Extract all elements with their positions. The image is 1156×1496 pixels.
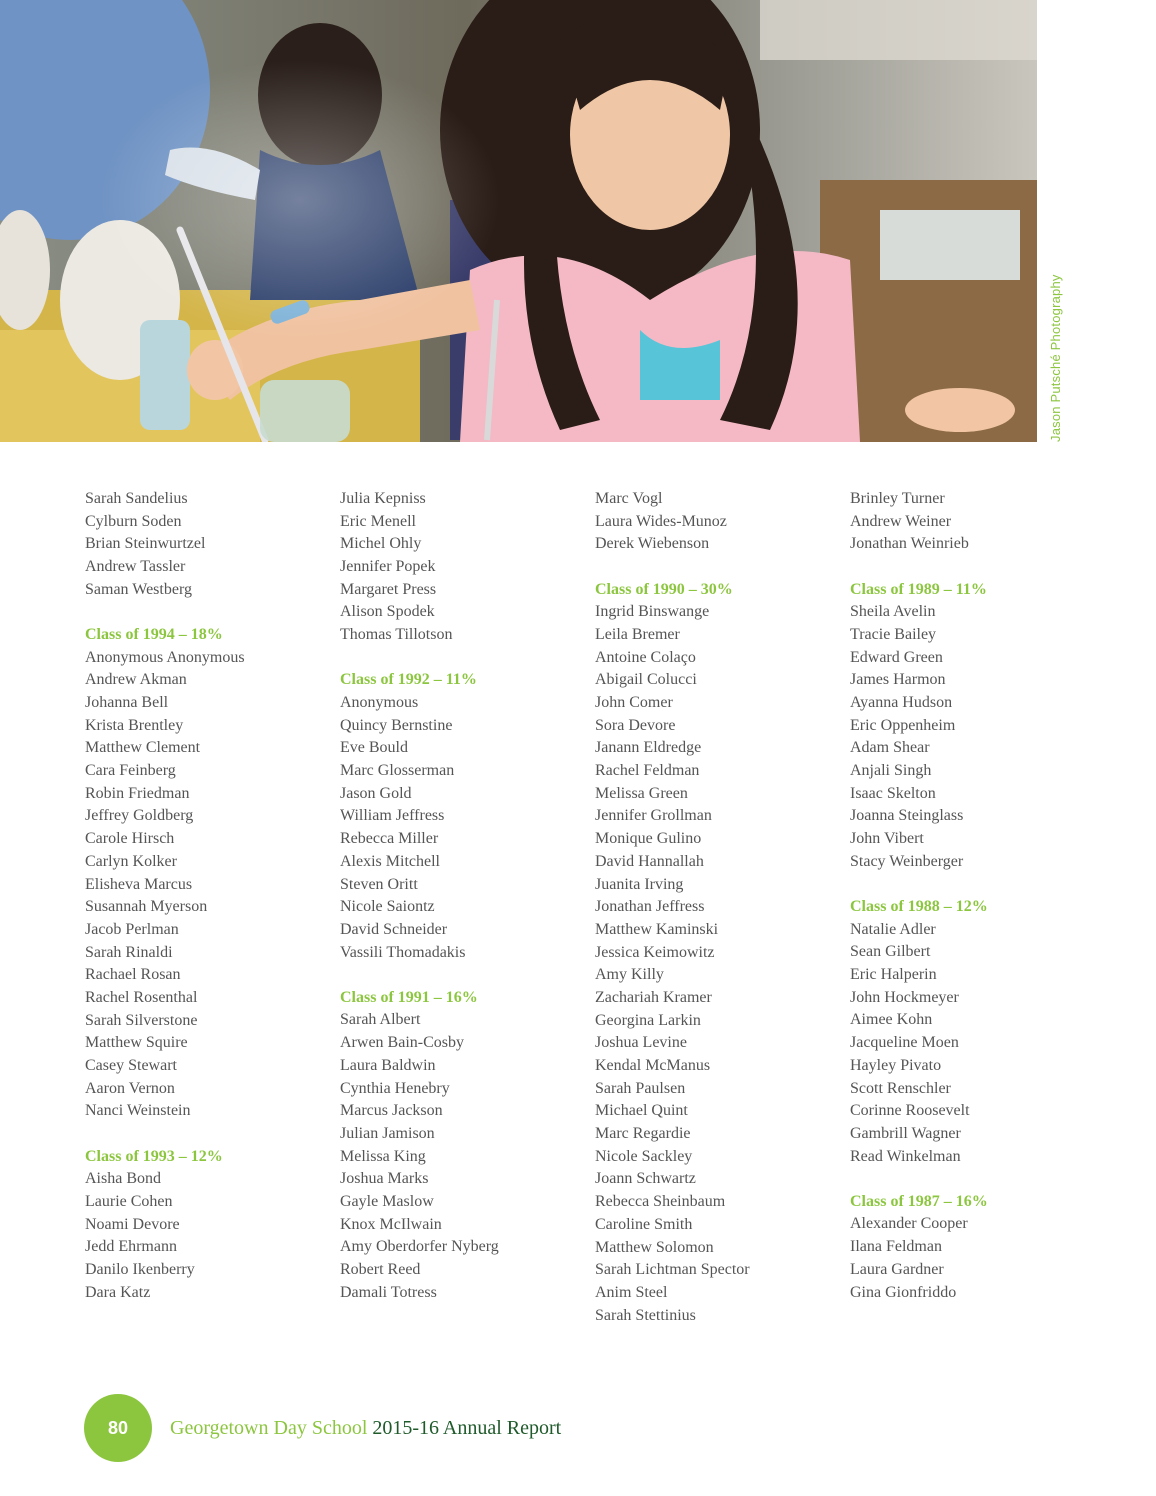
donor-column [850, 488, 1095, 1327]
donor-name: Read Winkelman [850, 1147, 961, 1165]
donor-name: Elisheva Marcus [85, 875, 193, 893]
donor-name: Derek Wiebenson [595, 535, 710, 553]
donor-name: Joshua Marks [340, 1170, 429, 1188]
donor-name: Jedd Ehrmann [85, 1238, 177, 1256]
donor-name: Arwen Bain-Cosby [340, 1034, 464, 1052]
class-group [85, 624, 330, 1123]
donor-name: Krista Brentley [85, 716, 184, 734]
donor-name: Antoine Colaço [595, 648, 696, 666]
donor-name: Danilo Ikenberry [85, 1261, 195, 1278]
donor-name: Sora Devore [595, 716, 676, 734]
donor-name: Rebecca Sheinbaum [595, 1193, 726, 1211]
donor-name: Janann Eldredge [595, 739, 702, 757]
donor-name: Sarah Paulsen [595, 1079, 686, 1097]
class-heading: Class of 1990 – 30% [595, 580, 733, 598]
donor-name: Monique Gulino [595, 830, 702, 848]
donor-name: Ilana Feldman [850, 1238, 942, 1256]
donor-name: Eric Menell [340, 512, 416, 530]
donor-name: Sarah Stettinius [595, 1306, 696, 1324]
donor-name: Brinley Turner [850, 490, 945, 507]
class-group [850, 579, 1095, 874]
donor-name: John Vibert [850, 830, 924, 848]
donor-name: Thomas Tillotson [340, 626, 453, 644]
donor-column [340, 488, 585, 1327]
school-name: Georgetown Day School [170, 1416, 368, 1439]
class-heading: Class of 1991 – 16% [340, 988, 478, 1006]
donor-name: Eric Oppenheim [850, 716, 956, 734]
donor-name: Eve Bould [340, 739, 408, 757]
donor-column [85, 488, 330, 1327]
donor-name: Michel Ohly [340, 535, 422, 553]
donor-name: Sarah Sandelius [85, 490, 188, 507]
photo-child-painting-image [0, 0, 1037, 442]
donor-name: Melissa Green [595, 784, 688, 802]
donor-name: Margaret Press [340, 580, 437, 598]
donor-name: Rachel Feldman [595, 762, 700, 780]
donor-name: Nicole Saiontz [340, 898, 435, 916]
donor-name: Joann Schwartz [595, 1170, 696, 1188]
donor-name: Julian Jamison [340, 1124, 435, 1142]
donor-name: Cara Feinberg [85, 762, 176, 780]
donor-name: Andrew Tassler [85, 558, 186, 576]
donor-name: Cynthia Henebry [340, 1079, 450, 1097]
donor-name: Sarah Lichtman Spector [595, 1261, 750, 1279]
donor-name: Andrew Weiner [850, 512, 952, 530]
donor-name: Jacqueline Moen [850, 1034, 959, 1052]
donor-name: Natalie Adler [850, 920, 936, 938]
donor-name: Leila Bremer [595, 625, 680, 643]
donor-name: Jessica Keimowitz [595, 943, 715, 961]
class-group [85, 488, 330, 601]
donor-name: Stacy Weinberger [850, 852, 964, 870]
donor-name: Sean Gilbert [850, 943, 931, 961]
donor-name: Johanna Bell [85, 694, 169, 711]
class-group [85, 1146, 330, 1305]
class-group [340, 669, 585, 964]
class-group [595, 579, 840, 1328]
class-group [850, 896, 1095, 1168]
donor-name: Adam Shear [850, 739, 930, 757]
donor-name: Robin Friedman [85, 784, 190, 802]
donor-name: Alexander Cooper [850, 1215, 968, 1233]
donor-name: Damali Totress [340, 1283, 437, 1301]
class-heading: Class of 1993 – 12% [85, 1147, 223, 1165]
donor-name: Jonathan Weinrieb [850, 535, 969, 553]
donor-name: John Comer [595, 694, 673, 711]
donor-name: Carlyn Kolker [85, 852, 177, 870]
donor-name: Steven Oritt [340, 875, 418, 893]
donor-name: Laurie Cohen [85, 1192, 173, 1210]
donor-name: Knox McIlwain [340, 1215, 442, 1233]
donor-name: David Hannallah [595, 852, 704, 870]
donor-name: Nanci Weinstein [85, 1102, 191, 1120]
donor-name: Gina Gionfriddo [850, 1283, 957, 1301]
donor-name: Noami Devore [85, 1215, 180, 1233]
donor-name: Laura Wides-Munoz [595, 512, 727, 530]
report-title [170, 1417, 561, 1440]
donor-name: Tracie Bailey [850, 625, 937, 643]
donor-name: Brian Steinwurtzel [85, 535, 206, 553]
donor-name: Matthew Clement [85, 739, 201, 757]
donor-name: Joshua Levine [595, 1034, 687, 1052]
donor-name: Jennifer Grollman [595, 807, 712, 825]
donor-name: Robert Reed [340, 1261, 421, 1278]
donor-name: Ayanna Hudson [850, 694, 953, 711]
donor-name: William Jeffress [340, 807, 445, 825]
donor-name: Anonymous [340, 694, 419, 711]
donor-name: Corinne Roosevelt [850, 1102, 970, 1120]
donor-name: Rebecca Miller [340, 830, 439, 848]
donor-name: Anim Steel [595, 1283, 668, 1301]
donor-name: James Harmon [850, 671, 946, 689]
donor-name: Eric Halperin [850, 966, 937, 984]
donor-name: Gambrill Wagner [850, 1124, 961, 1142]
class-group [595, 488, 840, 556]
class-heading: Class of 1987 – 16% [850, 1192, 988, 1210]
donor-name: Aaron Vernon [85, 1079, 175, 1097]
donor-name: Sarah Albert [340, 1011, 421, 1029]
donor-name: Anjali Singh [850, 762, 932, 780]
donor-name: Laura Gardner [850, 1260, 944, 1278]
donor-name: Ingrid Binswange [595, 603, 710, 621]
donor-name: Juanita Irving [595, 875, 684, 893]
class-group [340, 987, 585, 1305]
donor-name: Marcus Jackson [340, 1102, 443, 1120]
donor-name: Jason Gold [340, 784, 412, 802]
donor-name: Edward Green [850, 648, 943, 666]
donor-name: Isaac Skelton [850, 784, 936, 802]
donor-name: Amy Killy [595, 966, 664, 984]
class-group [850, 488, 1095, 556]
class-heading: Class of 1988 – 12% [850, 898, 988, 915]
donor-name: Julia Kepniss [340, 490, 426, 507]
page-footer [84, 1394, 561, 1462]
donor-name: Abigail Colucci [595, 671, 697, 689]
donor-name: Vassili Thomadakis [340, 943, 466, 961]
donor-name: Marc Vogl [595, 490, 663, 507]
donor-name: Aisha Bond [85, 1170, 161, 1188]
donor-name: Marc Glosserman [340, 762, 455, 780]
donor-name: Matthew Solomon [595, 1238, 714, 1256]
donor-name: Sarah Silverstone [85, 1011, 198, 1029]
donor-name: Caroline Smith [595, 1215, 693, 1233]
donor-name: Aimee Kohn [850, 1011, 933, 1029]
donor-name: Matthew Kaminski [595, 920, 719, 938]
photo-credit: Jason Putsché Photography [1048, 274, 1063, 442]
donor-name: Carole Hirsch [85, 830, 175, 848]
donor-name: Casey Stewart [85, 1057, 177, 1074]
donor-name: Michael Quint [595, 1102, 688, 1120]
donor-name: Nicole Sackley [595, 1147, 693, 1165]
donor-name: Andrew Akman [85, 671, 187, 689]
donor-name: John Hockmeyer [850, 988, 959, 1006]
donor-name: Alison Spodek [340, 603, 435, 621]
donor-name: Dara Katz [85, 1283, 151, 1301]
donor-name: Jonathan Jeffress [595, 898, 705, 916]
donor-name: Zachariah Kramer [595, 988, 712, 1006]
donor-name: Melissa King [340, 1147, 426, 1165]
donor-name: Anonymous Anonymous [85, 648, 245, 666]
photo-child-painting [0, 0, 1037, 442]
page-number: 80 [84, 1394, 152, 1462]
donor-name: Rachel Rosenthal [85, 988, 198, 1006]
donor-name: Rachael Rosan [85, 966, 181, 984]
donor-name: Scott Renschler [850, 1079, 951, 1097]
donor-column [595, 488, 840, 1350]
donor-name: Kendal McManus [595, 1057, 711, 1074]
donor-name: Laura Baldwin [340, 1056, 436, 1074]
class-heading: Class of 1989 – 11% [850, 580, 987, 598]
donor-name: Joanna Steinglass [850, 807, 964, 825]
report-name: 2015-16 Annual Report [372, 1416, 562, 1439]
donor-name: Hayley Pivato [850, 1056, 942, 1074]
donor-name: Alexis Mitchell [340, 852, 440, 870]
donor-name: Amy Oberdorfer Nyberg [340, 1238, 499, 1256]
donor-name: David Schneider [340, 920, 448, 938]
donor-name: Jeffrey Goldberg [85, 807, 194, 825]
donor-name: Sheila Avelin [850, 603, 936, 621]
class-heading: Class of 1992 – 11% [340, 671, 477, 689]
donor-name: Gayle Maslow [340, 1192, 434, 1210]
donor-name: Susannah Myerson [85, 898, 208, 916]
donor-name: Marc Regardie [595, 1125, 691, 1143]
class-group [340, 488, 585, 647]
donor-name: Saman Westberg [85, 580, 192, 598]
donor-name: Quincy Bernstine [340, 716, 453, 734]
class-heading: Class of 1994 – 18% [85, 625, 223, 643]
donor-name: Matthew Squire [85, 1034, 188, 1052]
donor-name: Jennifer Popek [340, 558, 436, 576]
class-group [850, 1191, 1095, 1304]
donor-name: Sarah Rinaldi [85, 943, 173, 961]
donor-name: Jacob Perlman [85, 920, 179, 938]
donor-name: Georgina Larkin [595, 1011, 701, 1029]
donor-name: Cylburn Soden [85, 512, 182, 530]
